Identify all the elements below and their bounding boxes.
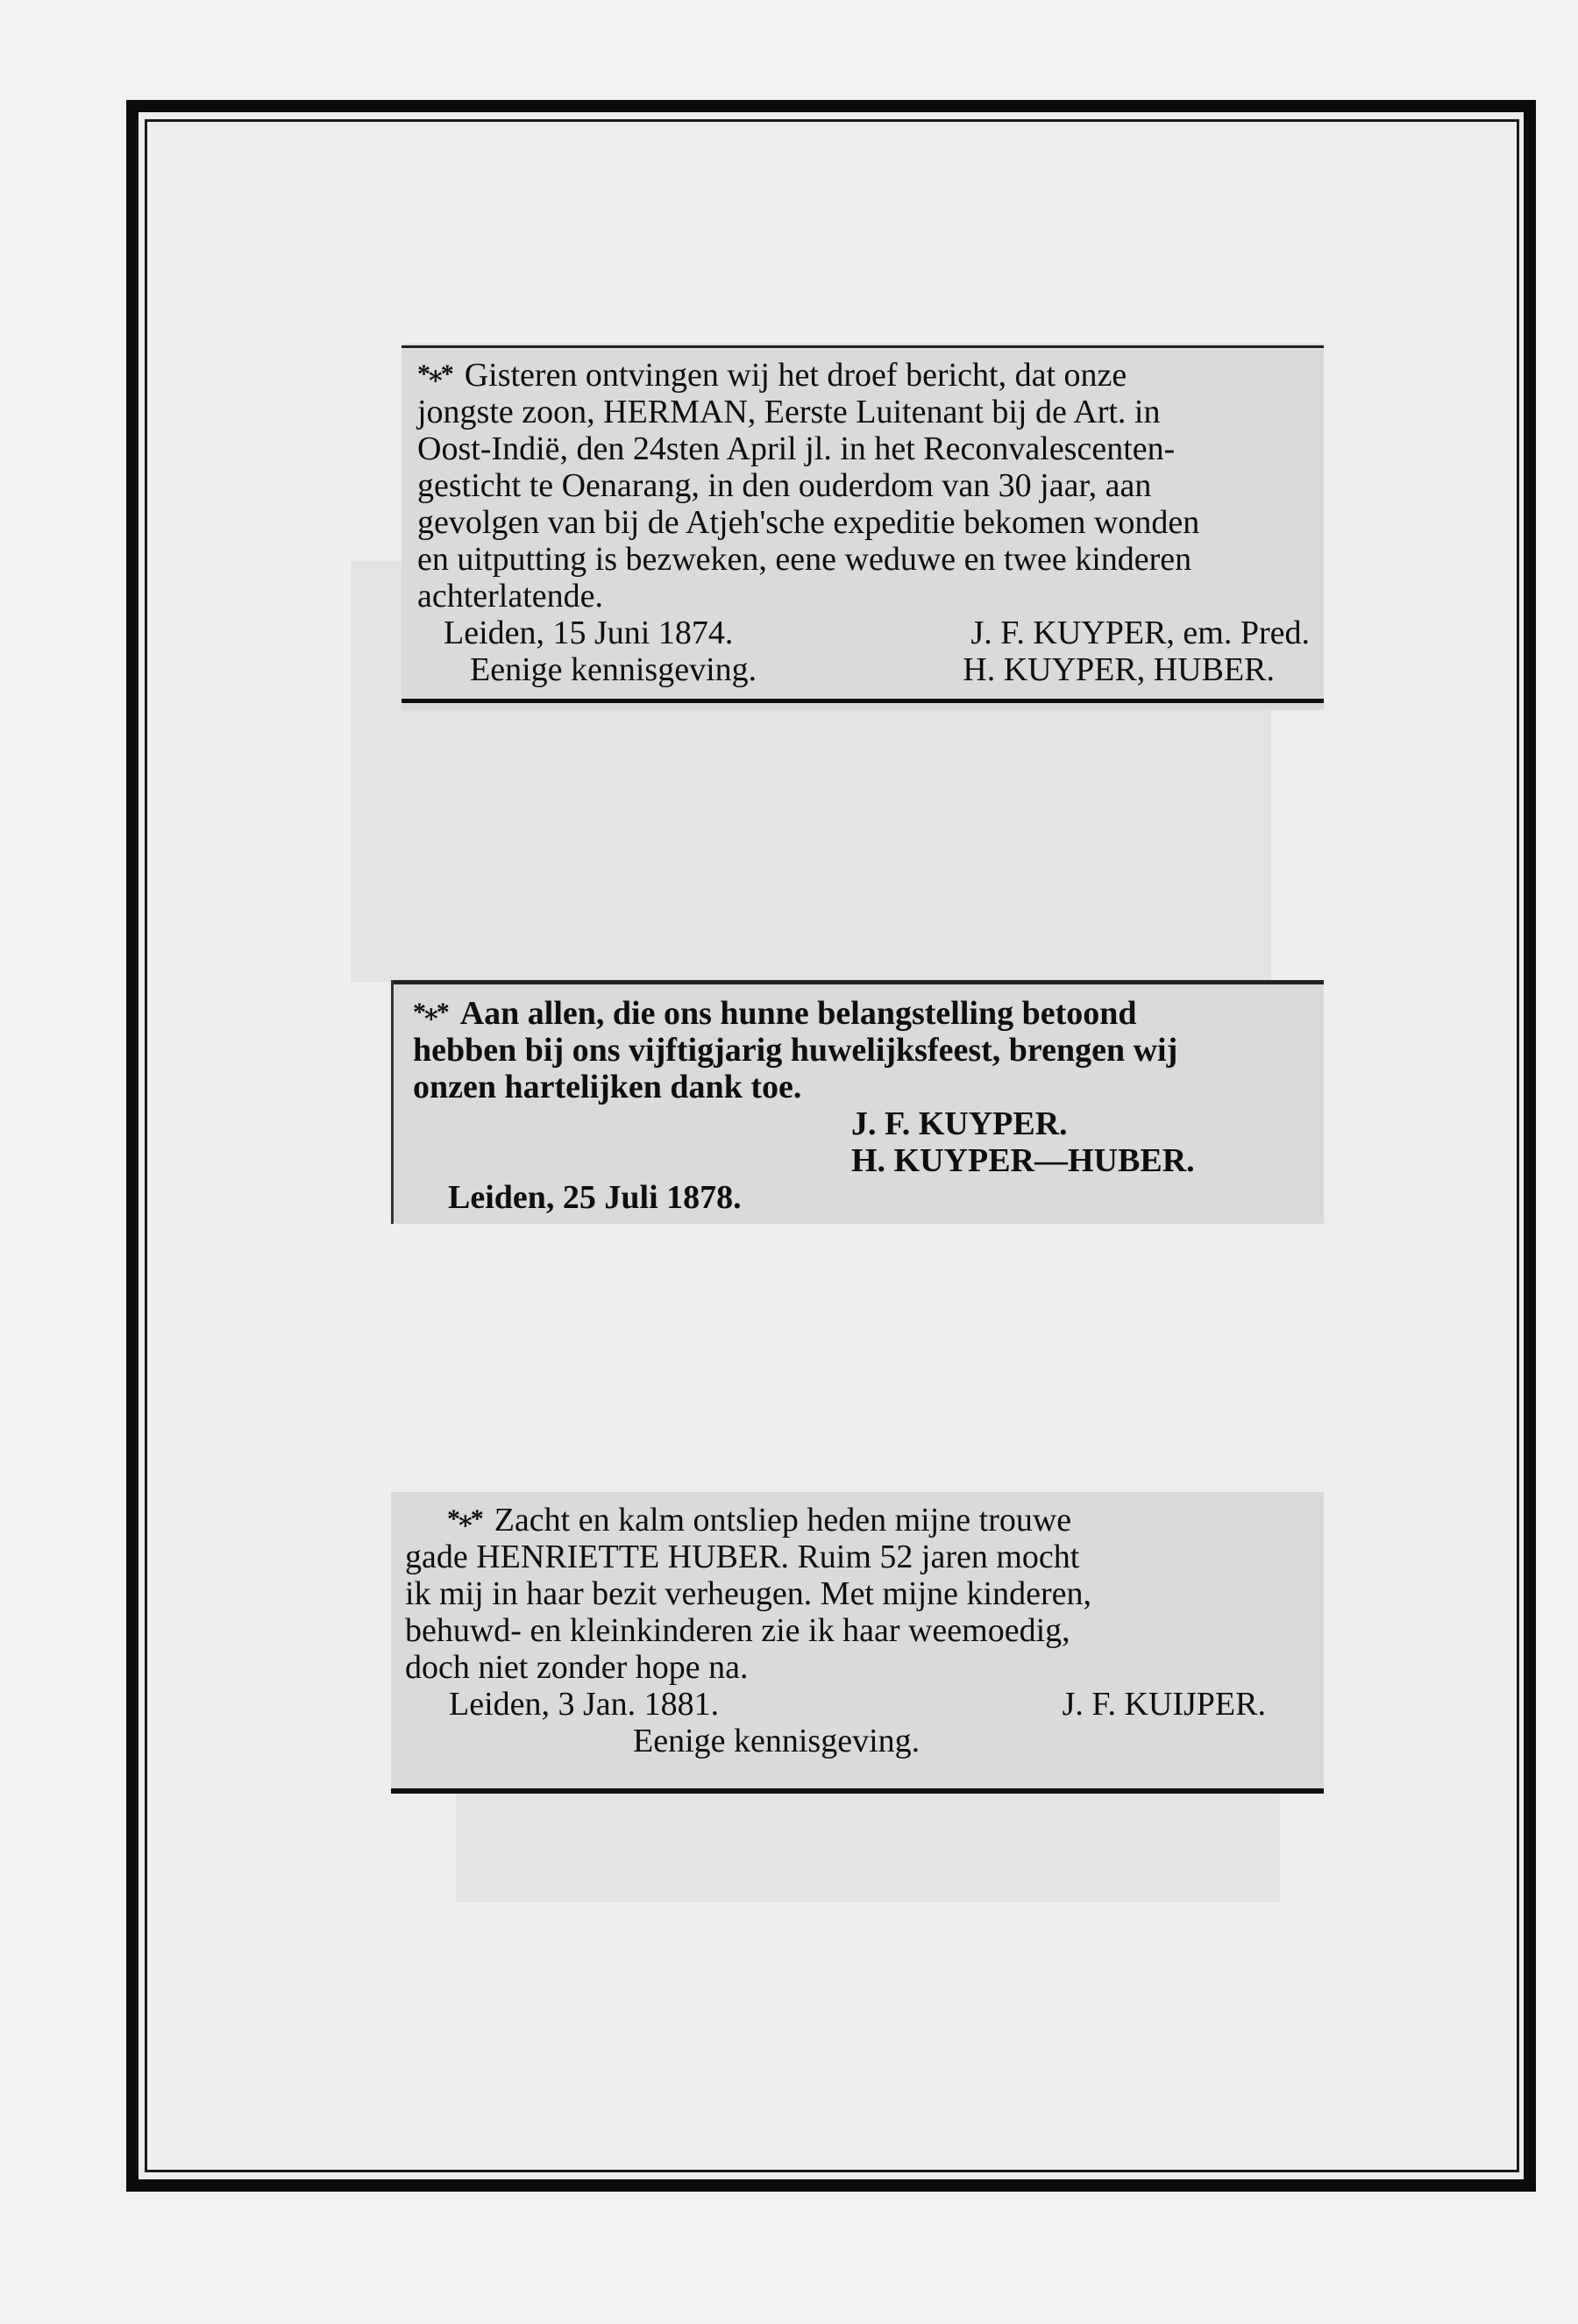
notice-footer: Eenige kennisgeving. xyxy=(470,651,757,688)
asterism: *⁎* xyxy=(447,1504,482,1533)
text-line: en uitputting is bezweken, eene weduwe en twee kinderen xyxy=(417,541,1192,578)
text-line: jongste zoon, HERMAN, Eerste Luitenant bij de Art. in xyxy=(417,394,1161,430)
text-line: *⁎* Gisteren ontvingen wij het droef bericht, dat onze xyxy=(417,357,1127,394)
text-line: onzen hartelijken dank toe. xyxy=(413,1069,802,1105)
place-date: Leiden, 25 Juli 1878. xyxy=(448,1179,742,1216)
text-line: achterlatende. xyxy=(417,578,604,615)
clipping-top-rule xyxy=(394,980,1324,984)
asterism: *⁎* xyxy=(413,998,448,1027)
text-line: behuwd- en kleinkinderen zie ik haar weemoedig, xyxy=(405,1612,1070,1649)
signature: J. F. KUIJPER. xyxy=(1062,1686,1266,1723)
signature-line xyxy=(405,1723,1310,1759)
notice-footer: Eenige kennisgeving. xyxy=(633,1723,920,1759)
signature-line xyxy=(413,1142,1310,1179)
text-line: ik mij in haar bezit verheugen. Met mijne kinderen, xyxy=(405,1575,1091,1612)
place-date: Leiden, 3 Jan. 1881. xyxy=(449,1686,720,1723)
signature-line xyxy=(413,1105,1310,1142)
clipping-bottom-rule xyxy=(391,1788,1324,1794)
notice-1874 xyxy=(402,344,1324,710)
signature: H. KUYPER—HUBER. xyxy=(851,1142,1195,1179)
signature-line xyxy=(417,615,1310,651)
clipping-bottom-rule xyxy=(402,699,1324,703)
notice-1881 xyxy=(391,1492,1324,1794)
signature-line xyxy=(405,1686,1310,1723)
signature: J. F. KUYPER, em. Pred. xyxy=(970,615,1310,651)
text-line: gevolgen van bij de Atjeh'sche expeditie bekomen wonden xyxy=(417,504,1200,541)
clipping-top-rule xyxy=(402,345,1324,348)
signature-line xyxy=(413,1179,1310,1216)
text-line: Oost-Indië, den 24sten April jl. in het Reconvalescenten- xyxy=(417,430,1176,467)
place-date: Leiden, 15 Juni 1874. xyxy=(444,615,734,651)
asterism: *⁎* xyxy=(417,359,452,388)
signature: J. F. KUYPER. xyxy=(851,1105,1068,1142)
signature-line xyxy=(417,651,1310,688)
notice-1878 xyxy=(391,980,1324,1224)
text-line: doch niet zonder hope na. xyxy=(405,1649,749,1686)
text-line: *⁎* Aan allen, die ons hunne belangstelling betoond xyxy=(413,995,1137,1032)
text-line: hebben bij ons vijftigjarig huwelijksfeest, brengen wij xyxy=(413,1032,1178,1069)
signature: H. KUYPER, HUBER. xyxy=(963,651,1275,688)
text-line: *⁎* Zacht en kalm ontsliep heden mijne trouwe xyxy=(447,1502,1072,1539)
text-line: gesticht te Oenarang, in den ouderdom van 30 jaar, aan xyxy=(417,467,1152,504)
text-line: gade HENRIETTE HUBER. Ruim 52 jaren mocht xyxy=(405,1539,1080,1575)
